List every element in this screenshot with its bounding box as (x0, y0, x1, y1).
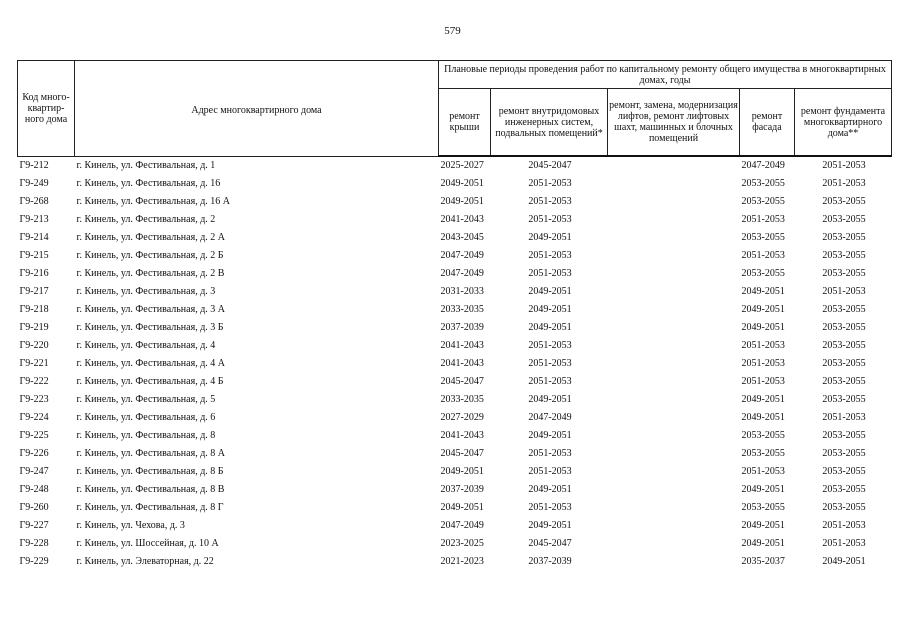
cell-address: г. Кинель, ул. Фестивальная, д. 3 А (76, 304, 226, 315)
table-row (18, 553, 892, 571)
cell-address: г. Кинель, ул. Фестивальная, д. 2 А (76, 232, 226, 243)
cell-address: г. Кинель, ул. Фестивальная, д. 2 В (76, 268, 225, 279)
cell-address: г. Кинель, ул. Фестивальная, д. 8 (76, 430, 216, 441)
cell-facade: 2051-2053 (741, 340, 785, 351)
cell-code: Г9-217 (19, 286, 49, 297)
cell-foundation: 2051-2053 (822, 520, 866, 531)
cell-roof: 2041-2043 (440, 340, 484, 351)
cell-facade: 2049-2051 (741, 286, 785, 297)
cell-foundation: 2051-2053 (822, 178, 866, 189)
header-address: Адрес многоквартирного дома (75, 61, 439, 157)
cell-roof: 2047-2049 (440, 520, 484, 531)
cell-code: Г9-224 (19, 412, 49, 423)
cell-roof: 2025-2027 (440, 160, 484, 171)
cell-systems: 2051-2053 (528, 448, 572, 459)
cell-lifts (608, 391, 740, 409)
cell-address: г. Кинель, ул. Фестивальная, д. 16 (76, 178, 221, 189)
header-periods-group: Плановые периоды проведения работ по капитальному ремонту общего имущества в многоквартирных домах, годы (439, 61, 892, 89)
header-lifts: ремонт, замена, модернизация лифтов, ремонт лифтовых шахт, машинных и блочных помещений (608, 89, 740, 157)
cell-lifts (608, 463, 740, 481)
cell-foundation: 2049-2051 (822, 556, 866, 567)
cell-address: г. Кинель, ул. Шоссейная, д. 10 А (76, 538, 219, 549)
cell-address: г. Кинель, ул. Фестивальная, д. 4 Б (76, 376, 224, 387)
cell-roof: 2049-2051 (440, 502, 484, 513)
cell-roof: 2033-2035 (440, 394, 484, 405)
cell-code: Г9-247 (19, 466, 49, 477)
cell-roof: 2049-2051 (440, 466, 484, 477)
cell-lifts (608, 427, 740, 445)
cell-systems: 2037-2039 (528, 556, 572, 567)
cell-lifts (608, 265, 740, 283)
cell-lifts (608, 193, 740, 211)
cell-lifts (608, 211, 740, 229)
cell-roof: 2023-2025 (440, 538, 484, 549)
cell-facade: 2051-2053 (741, 358, 785, 369)
cell-lifts (608, 535, 740, 553)
cell-code: Г9-249 (19, 178, 49, 189)
cell-lifts (608, 175, 740, 193)
cell-foundation: 2053-2055 (822, 268, 866, 279)
cell-systems: 2051-2053 (528, 214, 572, 225)
table-row (18, 481, 892, 499)
table-row (18, 445, 892, 463)
cell-roof: 2033-2035 (440, 304, 484, 315)
table-row (18, 355, 892, 373)
cell-facade: 2053-2055 (741, 268, 785, 279)
header-code: Код много-квартир-ного дома (18, 61, 75, 157)
cell-facade: 2053-2055 (741, 178, 785, 189)
table-row (18, 265, 892, 283)
repair-schedule-table (17, 60, 892, 571)
cell-facade: 2049-2051 (741, 412, 785, 423)
cell-roof: 2031-2033 (440, 286, 484, 297)
cell-systems: 2045-2047 (528, 538, 572, 549)
cell-roof: 2045-2047 (440, 376, 484, 387)
cell-facade: 2051-2053 (741, 250, 785, 261)
cell-roof: 2041-2043 (440, 358, 484, 369)
cell-address: г. Кинель, ул. Фестивальная, д. 5 (76, 394, 216, 405)
table-row (18, 193, 892, 211)
cell-foundation: 2053-2055 (822, 214, 866, 225)
table-row (18, 517, 892, 535)
cell-roof: 2047-2049 (440, 268, 484, 279)
table-row (18, 283, 892, 301)
cell-roof: 2049-2051 (440, 178, 484, 189)
cell-lifts (608, 156, 740, 175)
cell-roof: 2045-2047 (440, 448, 484, 459)
cell-lifts (608, 301, 740, 319)
table-row (18, 499, 892, 517)
header-systems: ремонт внутридомовых инженерных систем, подвальных помещений* (491, 89, 608, 157)
cell-address: г. Кинель, ул. Фестивальная, д. 8 А (76, 448, 226, 459)
cell-systems: 2049-2051 (528, 286, 572, 297)
cell-code: Г9-260 (19, 502, 49, 513)
cell-foundation: 2053-2055 (822, 304, 866, 315)
cell-lifts (608, 517, 740, 535)
cell-roof: 2037-2039 (440, 322, 484, 333)
cell-foundation: 2053-2055 (822, 376, 866, 387)
cell-foundation: 2053-2055 (822, 322, 866, 333)
cell-systems: 2049-2051 (528, 394, 572, 405)
cell-address: г. Кинель, ул. Фестивальная, д. 2 (76, 214, 216, 225)
cell-code: Г9-221 (19, 358, 49, 369)
cell-address: г. Кинель, ул. Фестивальная, д. 3 (76, 286, 216, 297)
table-row (18, 211, 892, 229)
cell-facade: 2051-2053 (741, 466, 785, 477)
cell-systems: 2051-2053 (528, 340, 572, 351)
cell-systems: 2051-2053 (528, 502, 572, 513)
cell-address: г. Кинель, ул. Фестивальная, д. 8 В (76, 484, 225, 495)
cell-lifts (608, 409, 740, 427)
cell-code: Г9-248 (19, 484, 49, 495)
cell-lifts (608, 481, 740, 499)
cell-foundation: 2053-2055 (822, 358, 866, 369)
cell-facade: 2051-2053 (741, 376, 785, 387)
cell-code: Г9-223 (19, 394, 49, 405)
cell-code: Г9-220 (19, 340, 49, 351)
cell-address: г. Кинель, ул. Фестивальная, д. 1 (76, 159, 216, 171)
cell-code: Г9-214 (19, 232, 49, 243)
table-row (18, 373, 892, 391)
cell-foundation: 2051-2053 (822, 160, 866, 171)
cell-code: Г9-229 (19, 556, 49, 567)
cell-foundation: 2053-2055 (822, 340, 866, 351)
cell-facade: 2049-2051 (741, 520, 785, 531)
cell-roof: 2041-2043 (440, 430, 484, 441)
cell-foundation: 2053-2055 (822, 430, 866, 441)
cell-lifts (608, 355, 740, 373)
header-roof: ремонт крыши (439, 89, 491, 157)
cell-roof: 2021-2023 (440, 556, 484, 567)
table-row (18, 229, 892, 247)
cell-code: Г9-222 (19, 376, 49, 387)
table-row (18, 175, 892, 193)
cell-foundation: 2053-2055 (822, 466, 866, 477)
cell-systems: 2045-2047 (528, 160, 572, 171)
cell-address: г. Кинель, ул. Фестивальная, д. 8 Г (76, 502, 224, 513)
cell-code: Г9-219 (19, 322, 49, 333)
cell-roof: 2041-2043 (440, 214, 484, 225)
cell-address: г. Кинель, ул. Фестивальная, д. 16 А (76, 196, 231, 207)
cell-lifts (608, 337, 740, 355)
cell-foundation: 2051-2053 (822, 286, 866, 297)
table-row (18, 156, 892, 175)
cell-lifts (608, 283, 740, 301)
cell-roof: 2047-2049 (440, 250, 484, 261)
cell-roof: 2027-2029 (440, 412, 484, 423)
table-row (18, 535, 892, 553)
table-row (18, 463, 892, 481)
cell-systems: 2049-2051 (528, 520, 572, 531)
cell-roof: 2037-2039 (440, 484, 484, 495)
cell-foundation: 2053-2055 (822, 232, 866, 243)
cell-facade: 2049-2051 (741, 304, 785, 315)
cell-systems: 2051-2053 (528, 196, 572, 207)
cell-address: г. Кинель, ул. Чехова, д. 3 (76, 520, 185, 531)
table-row (18, 337, 892, 355)
cell-address: г. Кинель, ул. Фестивальная, д. 3 Б (76, 322, 224, 333)
cell-lifts (608, 319, 740, 337)
cell-facade: 2049-2051 (741, 538, 785, 549)
cell-systems: 2051-2053 (528, 466, 572, 477)
cell-code: Г9-227 (19, 520, 49, 531)
cell-lifts (608, 445, 740, 463)
header-foundation: ремонт фундамента многоквартирного дома** (795, 89, 892, 157)
cell-facade: 2049-2051 (741, 322, 785, 333)
cell-foundation: 2053-2055 (822, 250, 866, 261)
cell-roof: 2043-2045 (440, 232, 484, 243)
table-row (18, 391, 892, 409)
cell-facade: 2049-2051 (741, 394, 785, 405)
cell-lifts (608, 229, 740, 247)
cell-code: Г9-228 (19, 538, 49, 549)
cell-systems: 2049-2051 (528, 484, 572, 495)
cell-foundation: 2053-2055 (822, 394, 866, 405)
cell-address: г. Кинель, ул. Фестивальная, д. 8 Б (76, 466, 224, 477)
cell-code: Г9-226 (19, 448, 49, 459)
cell-facade: 2053-2055 (741, 430, 785, 441)
cell-systems: 2051-2053 (528, 376, 572, 387)
cell-systems: 2051-2053 (528, 358, 572, 369)
cell-address: г. Кинель, ул. Элеваторная, д. 22 (76, 556, 214, 567)
cell-address: г. Кинель, ул. Фестивальная, д. 6 (76, 412, 216, 423)
cell-facade: 2035-2037 (741, 556, 785, 567)
cell-foundation: 2051-2053 (822, 412, 866, 423)
cell-systems: 2049-2051 (528, 430, 572, 441)
cell-systems: 2049-2051 (528, 304, 572, 315)
table-row (18, 319, 892, 337)
cell-systems: 2051-2053 (528, 178, 572, 189)
table-body (18, 156, 892, 571)
cell-roof: 2049-2051 (440, 196, 484, 207)
cell-code: Г9-212 (19, 159, 49, 171)
cell-facade: 2053-2055 (741, 448, 785, 459)
cell-address: г. Кинель, ул. Фестивальная, д. 4 (76, 340, 216, 351)
cell-foundation: 2053-2055 (822, 196, 866, 207)
cell-systems: 2051-2053 (528, 268, 572, 279)
cell-foundation: 2053-2055 (822, 448, 866, 459)
table-row (18, 427, 892, 445)
table-row (18, 409, 892, 427)
cell-systems: 2051-2053 (528, 250, 572, 261)
cell-systems: 2047-2049 (528, 412, 572, 423)
cell-lifts (608, 553, 740, 571)
cell-code: Г9-225 (19, 430, 49, 441)
cell-code: Г9-216 (19, 268, 49, 279)
cell-facade: 2047-2049 (741, 160, 785, 171)
cell-lifts (608, 373, 740, 391)
cell-lifts (608, 247, 740, 265)
cell-code: Г9-268 (19, 196, 49, 207)
cell-foundation: 2051-2053 (822, 538, 866, 549)
cell-foundation: 2053-2055 (822, 502, 866, 513)
cell-code: Г9-215 (19, 250, 49, 261)
cell-facade: 2053-2055 (741, 502, 785, 513)
cell-facade: 2049-2051 (741, 484, 785, 495)
cell-systems: 2049-2051 (528, 232, 572, 243)
table-row (18, 301, 892, 319)
cell-facade: 2053-2055 (741, 196, 785, 207)
cell-address: г. Кинель, ул. Фестивальная, д. 2 Б (76, 250, 224, 261)
cell-systems: 2049-2051 (528, 322, 572, 333)
table-row (18, 247, 892, 265)
cell-code: Г9-213 (19, 214, 49, 225)
header-facade: ремонт фасада (740, 89, 795, 157)
cell-facade: 2051-2053 (741, 214, 785, 225)
cell-code: Г9-218 (19, 304, 49, 315)
cell-lifts (608, 499, 740, 517)
cell-facade: 2053-2055 (741, 232, 785, 243)
cell-foundation: 2053-2055 (822, 484, 866, 495)
page-number: 579 (444, 25, 461, 37)
cell-address: г. Кинель, ул. Фестивальная, д. 4 А (76, 358, 226, 369)
